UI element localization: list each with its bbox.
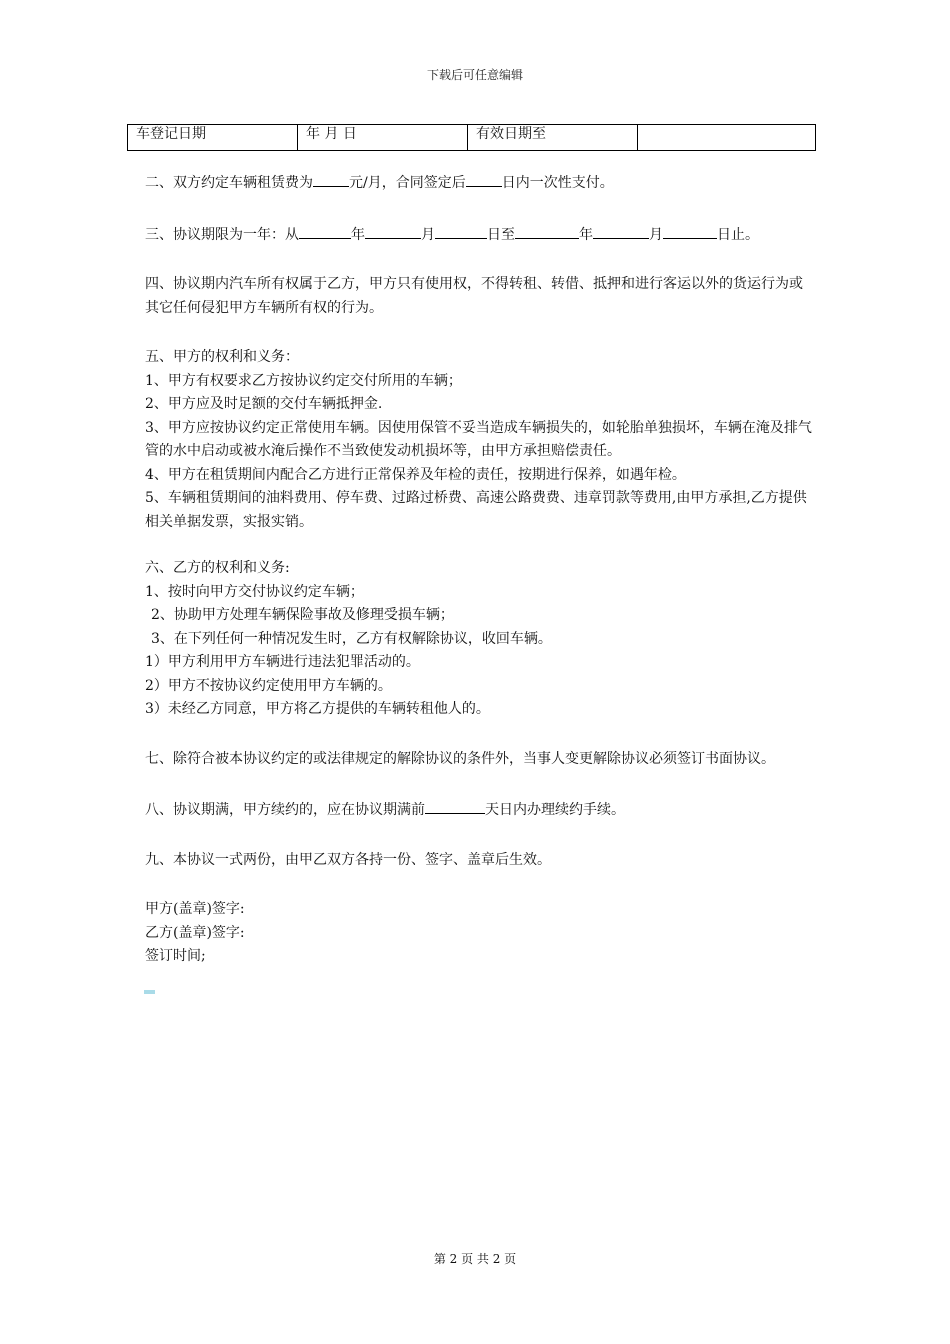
list-item: 3、在下列任何一种情况发生时，乙方有权解除协议，收回车辆。 — [151, 630, 552, 647]
blank-line — [299, 222, 351, 239]
list-item: 2）甲方不按协议约定使用甲方车辆的。 — [145, 677, 392, 694]
clause-4: 四、协议期内汽车所有权属于乙方，甲方只有使用权，不得转租、转借、抵押和进行客运以外的货运行为或其它任何侵犯甲方车辆所有权的行为。 — [145, 276, 803, 316]
table-cell-valid-until-value — [638, 125, 816, 151]
clause-3-text: 日止。 — [717, 226, 759, 243]
signing-date: 签订时间; — [145, 948, 206, 964]
clause-2-text: 日内一次性支付。 — [501, 175, 614, 191]
list-item: 1）甲方利用甲方车辆进行违法犯罪活动的。 — [145, 654, 420, 670]
blank-line — [515, 222, 579, 239]
clause-8 — [145, 797, 815, 823]
list-item: 4、甲方在租赁期间内配合乙方进行正常保养及年检的责任，按期进行保养，如遇年检。 — [145, 466, 686, 483]
table-row — [128, 125, 816, 151]
blank-line — [435, 222, 487, 239]
list-item: 1、按时向甲方交付协议约定车辆； — [145, 583, 364, 600]
clause-8-text: 天日内办理续约手续。 — [485, 802, 625, 818]
registration-table — [127, 124, 816, 151]
clause-3-text: 日至 — [487, 226, 515, 243]
blank-line — [365, 222, 421, 239]
clause-3-text: 年 — [351, 226, 365, 243]
blank-line — [425, 797, 485, 814]
clause-3 — [145, 222, 815, 248]
clause-9: 九、本协议一式两份，由甲乙双方各持一份、签字、盖章后生效。 — [145, 851, 551, 868]
clause-3-text: 三、协议期限为一年：从 — [145, 226, 299, 243]
table-cell-date-blank: 年 月 日 — [298, 125, 468, 151]
document-body — [145, 170, 815, 969]
signature-party-b: 乙方(盖章)签字: — [145, 924, 245, 941]
list-item: 2、协助甲方处理车辆保险事故及修理受损车辆； — [151, 607, 454, 623]
clause-3-text: 月 — [649, 226, 663, 243]
table-cell-label-valid-until: 有效日期至 — [468, 125, 638, 151]
clause-6-title: 六、乙方的权利和义务: — [145, 560, 290, 576]
clause-3-text: 年 — [579, 226, 593, 243]
blank-line — [663, 222, 717, 239]
list-item: 3）未经乙方同意，甲方将乙方提供的车辆转租他人的。 — [145, 701, 490, 717]
blank-line — [313, 170, 349, 187]
list-item: 2、甲方应及时足额的交付车辆抵押金. — [145, 396, 383, 412]
page-number: 第 2 页 共 2 页 — [433, 1252, 517, 1266]
list-item: 1、甲方有权要求乙方按协议约定交付所用的车辆； — [145, 372, 462, 389]
clause-2-text: 元/月，合同签定后 — [349, 175, 466, 191]
clause-3-text: 月 — [421, 226, 435, 243]
table-cell-label-registration-date: 车登记日期 — [128, 125, 298, 151]
signature-party-a: 甲方(盖章)签字: — [145, 901, 245, 917]
clause-2 — [145, 170, 815, 196]
page-header: 下载后可任意编辑 — [426, 68, 523, 82]
blank-line — [593, 222, 649, 239]
text-cursor-marker — [144, 990, 155, 994]
list-item: 5、车辆租赁期间的油料费用、停车费、过路过桥费、高速公路费费、违章罚款等费用,由甲方承担,乙方提供相关单据发票，实报实销。 — [145, 490, 807, 530]
list-item: 3、甲方应按协议约定正常使用车辆。因使用保管不妥当造成车辆损失的，如轮胎单独损坏，车辆在淹及排气管的水中启动或被水淹后操作不当致使发动机损坏等，由甲方承担赔偿责任。 — [145, 419, 812, 459]
clause-8-text: 八、协议期满，甲方续约的，应在协议期满前 — [145, 802, 425, 818]
clause-2-text: 二、双方约定车辆租赁费为 — [145, 175, 313, 191]
clause-5-title: 五、甲方的权利和义务： — [145, 349, 299, 365]
clause-7: 七、除符合被本协议约定的或法律规定的解除协议的条件外，当事人变更解除协议必须签订书面协议。 — [145, 750, 775, 767]
blank-line — [466, 170, 502, 187]
